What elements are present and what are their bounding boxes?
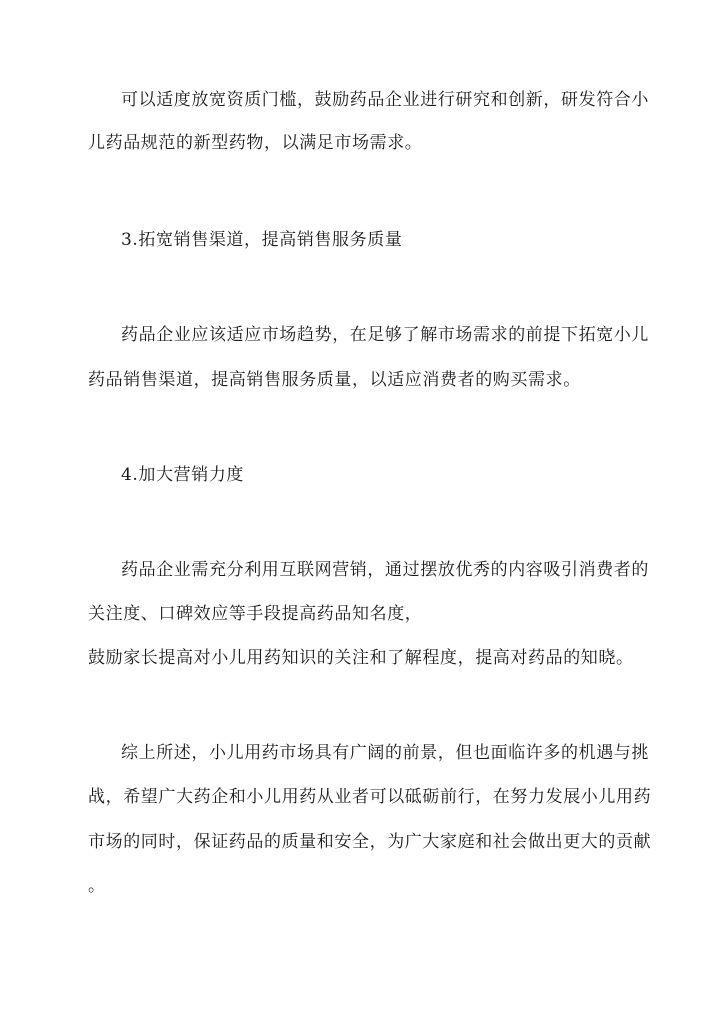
paragraph-line: 。 xyxy=(88,876,106,896)
paragraph-line: 市场的同时，保证药品的质量和安全，为广大家庭和社会做出更大的贡献 xyxy=(88,832,652,852)
paragraph-line: 药品企业需充分利用互联网营销，通过摆放优秀的内容吸引消费者的 xyxy=(121,560,649,580)
paragraph-line: 鼓励家长提高对小儿用药知识的关注和了解程度，提高对药品的知晓。 xyxy=(88,648,634,668)
section-heading: 4.加大营销力度 xyxy=(121,465,245,485)
paragraph-line: 药品销售渠道，提高销售服务质量，以适应消费者的购买需求。 xyxy=(88,370,581,390)
paragraph-line: 药品企业应该适应市场趋势，在足够了解市场需求的前提下拓宽小儿 xyxy=(121,325,649,345)
paragraph-line: 战，希望广大药企和小儿用药从业者可以砥砺前行，在努力发展小儿用药 xyxy=(88,787,652,807)
paragraph-line: 可以适度放宽资质门槛，鼓励药品企业进行研究和创新，研发符合小 xyxy=(121,90,649,110)
paragraph-line: 关注度、口碑效应等手段提高药品知名度， xyxy=(88,604,423,624)
paragraph-line: 儿药品规范的新型药物，以满足市场需求。 xyxy=(88,133,423,153)
section-heading: 3.拓宽销售渠道，提高销售服务质量 xyxy=(121,230,403,250)
paragraph-line: 综上所述，小儿用药市场具有广阔的前景，但也面临许多的机遇与挑 xyxy=(121,743,649,763)
